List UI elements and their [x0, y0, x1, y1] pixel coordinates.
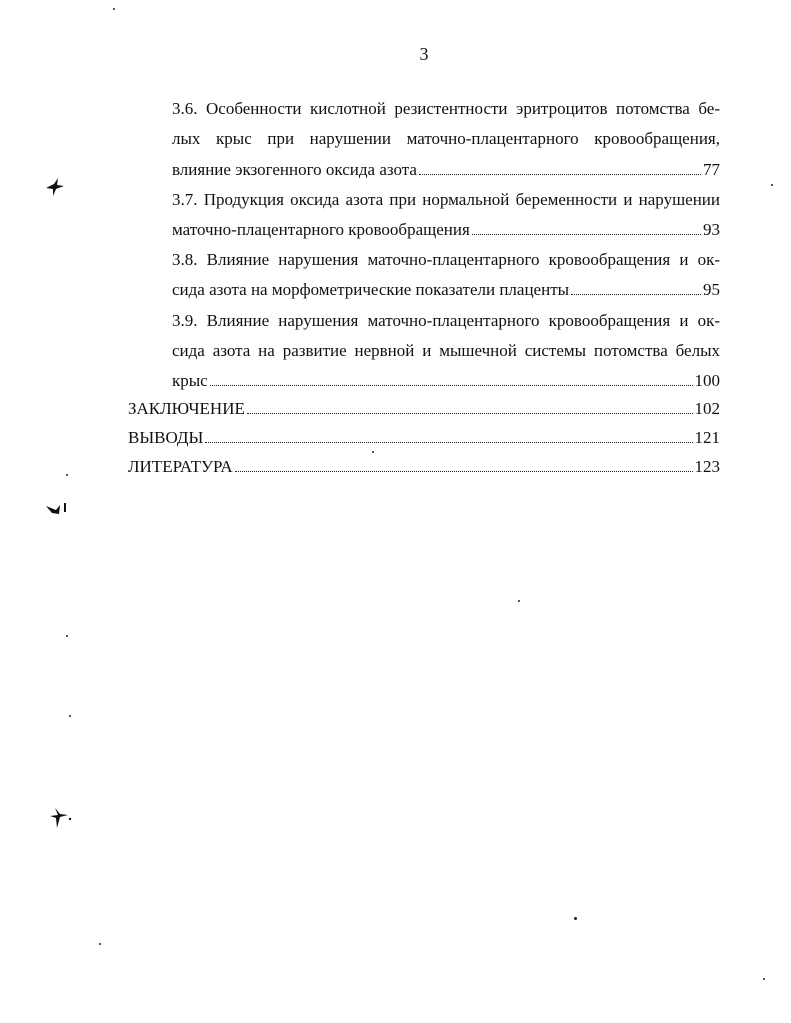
toc-entry-3-9-line-1: 3.9. Влияние нарушения маточно-плацентарного кровообращения и ок-: [172, 311, 720, 330]
toc-entry-3-7-page: 93: [703, 220, 720, 239]
toc-entry-references-page: 123: [694, 457, 720, 476]
scan-artifact-mark: [44, 500, 70, 518]
toc-entry-3-6-line-2: лых крыс при нарушении маточно-плацентарного кровообращения,: [172, 129, 720, 148]
toc-entry-3-9-page: 100: [694, 371, 720, 390]
toc-entry-3-8-title-end: сида азота на морфометрические показатели плаценты: [172, 280, 570, 299]
scan-speck: [372, 451, 374, 453]
toc-entry-3-6-line-3[interactable]: [172, 159, 720, 181]
scan-speck: [518, 600, 520, 602]
scan-speck: [763, 978, 765, 980]
toc-entry-conclusion-label: ЗАКЛЮЧЕНИЕ: [128, 399, 245, 418]
toc-entry-3-6-title-end: влияние экзогенного оксида азота: [172, 160, 417, 179]
toc-entry-findings-page: 121: [694, 428, 720, 447]
scan-speck: [66, 635, 68, 637]
scan-speck: [113, 8, 115, 10]
toc-entry-3-9-line-3[interactable]: [172, 370, 720, 392]
dot-leader: [472, 233, 701, 235]
scan-speck: [771, 184, 773, 186]
toc-entry-3-7-title-end: маточно-плацентарного кровообращения: [172, 220, 470, 239]
toc-entry-3-9-line-2: сида азота на развитие нервной и мышечной системы потомства белых: [172, 341, 720, 360]
toc-entry-findings-label: ВЫВОДЫ: [128, 428, 204, 447]
dot-leader: [205, 441, 692, 443]
toc-entry-3-9-title-end: крыс: [172, 371, 208, 390]
dot-leader: [247, 412, 693, 414]
dot-leader: [235, 470, 693, 472]
toc-entry-3-6-page: 77: [703, 160, 720, 179]
scan-speck: [69, 715, 71, 717]
scan-speck: [66, 474, 68, 476]
scan-speck: [574, 917, 577, 920]
dot-leader: [210, 384, 693, 386]
toc-entry-references-label: ЛИТЕРАТУРА: [128, 457, 233, 476]
toc-entry-conclusion[interactable]: [128, 398, 720, 420]
page-number: 3: [419, 44, 429, 64]
scan-speck: [99, 943, 101, 945]
toc-entry-3-8-page: 95: [703, 280, 720, 299]
toc-entry-3-8-line-2[interactable]: [172, 279, 720, 301]
toc-entry-references[interactable]: [128, 456, 720, 478]
toc-entry-3-8-line-1: 3.8. Влияние нарушения маточно-плацентарного кровообращения и ок-: [172, 250, 720, 269]
dot-leader: [419, 173, 701, 175]
toc-entry-conclusion-page: 102: [694, 399, 720, 418]
dot-leader: [571, 293, 701, 295]
toc-entry-3-7-line-2[interactable]: [172, 219, 720, 241]
toc-entry-3-6-line-1: 3.6. Особенности кислотной резистентности эритроцитов потомства бе-: [172, 99, 720, 118]
scan-artifact-mark: [44, 176, 68, 198]
scan-artifact-mark: [46, 806, 74, 830]
toc-entry-findings[interactable]: [128, 427, 720, 449]
toc-entry-3-7-line-1: 3.7. Продукция оксида азота при нормальной беременности и нарушении: [172, 190, 720, 209]
